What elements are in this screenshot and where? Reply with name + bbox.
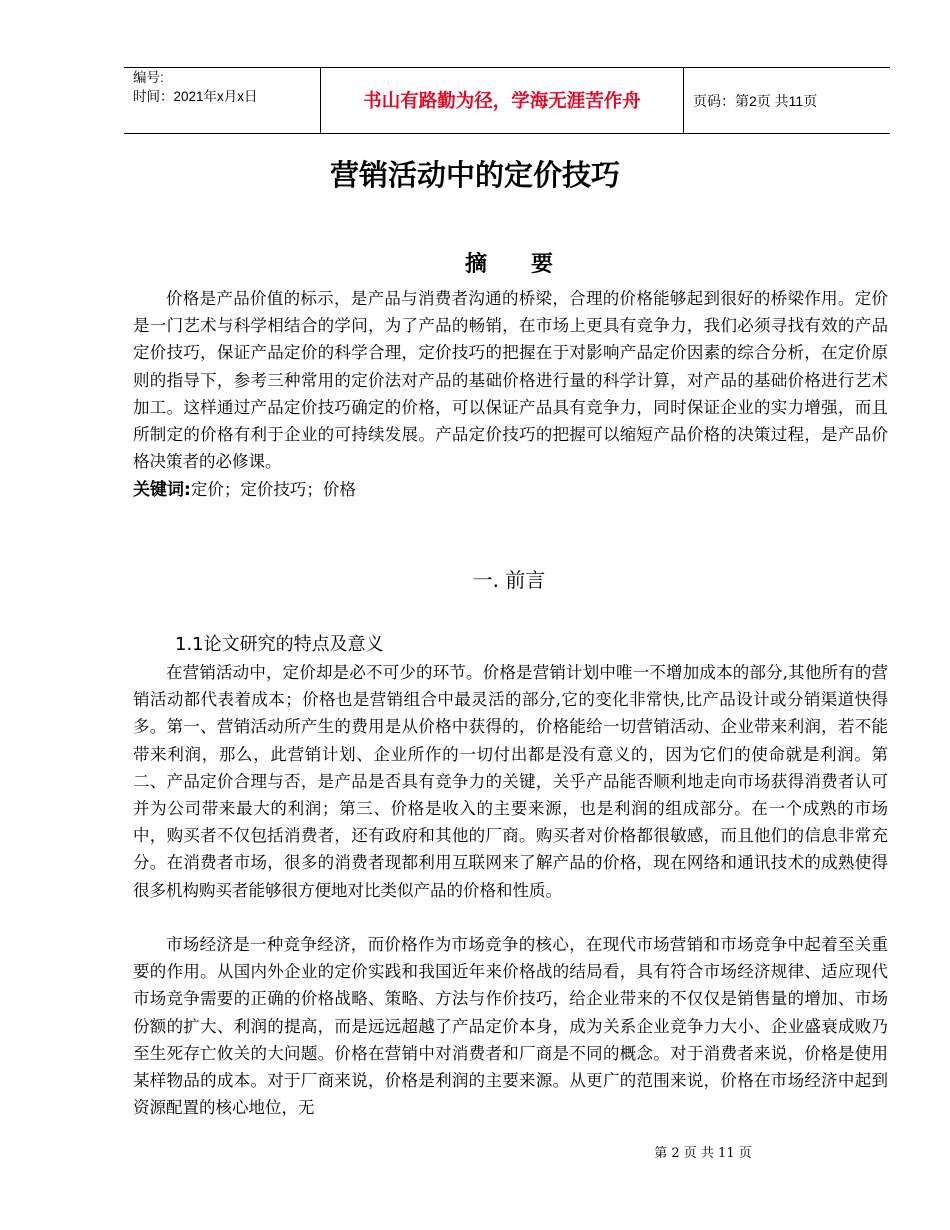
document-number-label: 编号: xyxy=(133,70,164,85)
keywords-line xyxy=(133,476,356,504)
document-title: 营销活动中的定价技巧 xyxy=(329,158,620,192)
document-time-label: 时间：2021年x月x日 xyxy=(133,89,258,104)
page-footer: 第 2 页 共 11 页 xyxy=(654,1146,752,1161)
page-header xyxy=(124,67,890,134)
header-page-cell xyxy=(683,68,890,133)
header-motto: 书山有路勤为径，学海无涯苦作舟 xyxy=(363,91,641,112)
abstract-paragraph: 价格是产品价值的标示，是产品与消费者沟通的桥梁，合理的价格能够起到很好的桥梁作用。定价是一门艺术与科学相结合的学问，为了产品的畅销，在市场上更具有竞争力，我们必须寻找有效的产品定价技巧，保证产品定价的科学合理，定价技巧的把握在于对影响产品定价因素的综合分析，在定价原则的指导下，参考三种常用的定价法对产品的基础价格进行量的科学计算，对产品的基础价格进行艺术加工。这样通过产品定价技巧确定的价格，可以保证产品具有竞争力，同时保证企业的实力增强，而且所制定的价格有利于企业的可持续发展。产品定价技巧的把握可以缩短产品价格的决策过程，是产品价格决策者的必修课。 xyxy=(133,289,888,472)
header-meta-cell xyxy=(124,68,320,133)
body-paragraph-2: 市场经济是一种竞争经济，而价格作为市场竞争的核心，在现代市场营销和市场竞争中起着至关重要的作用。从国内外企业的定价实践和我国近年来价格战的结局看，具有符合市场经济规律、适应现代市场竞争需要的正确的价格战略、策略、方法与作价技巧，给企业带来的不仅仅是销售量的增加、市场份额的扩大、利润的提高，而是远远超越了产品定价本身，成为关系企业竞争力大小、企业盛衰成败乃至生死存亡攸关的大问题。价格在营销中对消费者和厂商是不同的概念。对于消费者来说，价格是使用某样物品的成本。对于厂商来说，价格是利润的主要来源。从更广的范围来说，价格在市场经济中起到资源配置的核心地位，无 xyxy=(133,935,888,1118)
abstract-heading: 摘 要 xyxy=(464,252,553,277)
section-heading: 一. 前言 xyxy=(472,568,546,592)
header-motto-cell xyxy=(320,68,684,133)
keywords-label: 关键词: xyxy=(133,480,191,500)
keywords-value: 定价；定价技巧；价格 xyxy=(190,480,356,499)
header-page-info: 页码：第2页 共11页 xyxy=(693,93,818,109)
body-paragraph-1: 在营销活动中，定价却是必不可少的环节。价格是营销计划中唯一不增加成本的部分,其他所有的营销活动都代表着成本；价格也是营销组合中最灵活的部分,它的变化非常快,比产品设计或分销渠道快得多。第一、营销活动所产生的费用是从价格中获得的，价格能给一切营销活动、企业带来利润，若不能带来利润，那么，此营销计划、企业所作的一切付出都是没有意义的，因为它们的使命就是利润。第二、产品定价合理与否，是产品是否具有竞争力的关键，关乎产品能否顺利地走向市场获得消费者认可并为公司带来最大的利润；第三、价格是收入的主要来源，也是利润的组成部分。在一个成熟的市场中，购买者不仅包括消费者，还有政府和其他的厂商。购买者对价格都很敏感，而且他们的信息非常充分。在消费者市场，很多的消费者现都利用互联网来了解产品的价格，现在网络和通讯技术的成熟使得很多机构购买者能够很方便地对比类似产品的价格和性质。 xyxy=(133,663,888,900)
subsection-heading: 1.1论文研究的特点及意义 xyxy=(175,634,384,655)
